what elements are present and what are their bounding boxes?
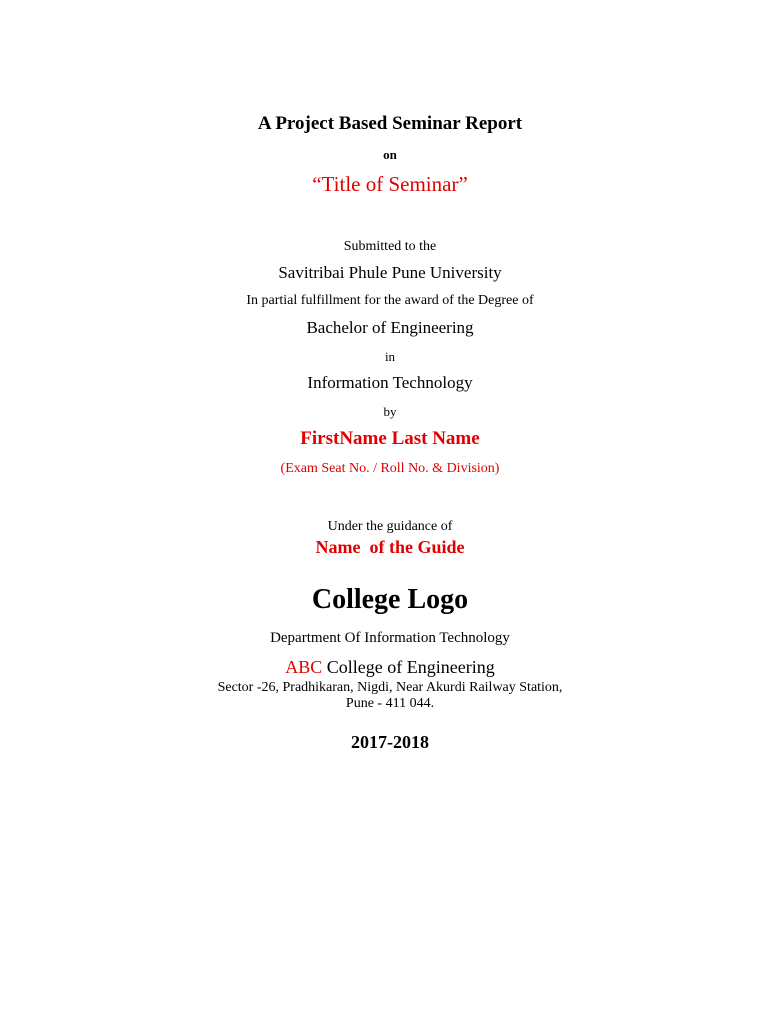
seat-info: (Exam Seat No. / Roll No. & Division) [280,461,500,476]
student-name: FirstName Last Name [300,428,480,449]
college-name-suffix: College of Engineering [322,657,495,677]
university-name: Savitribai Phule Pune University [278,263,502,282]
by-label: by [383,404,397,419]
submitted-to-label: Submitted to the [343,239,437,254]
college-name [0,657,768,678]
department-name: Department Of Information Technology [270,630,510,646]
partial-fulfillment-text: In partial fulfillment for the award of the Degree of [246,293,534,308]
report-type-heading: A Project Based Seminar Report [257,113,523,134]
college-logo-placeholder: College Logo [311,584,469,615]
academic-year: 2017-2018 [351,732,429,752]
guidance-label: Under the guidance of [327,519,453,534]
college-name-prefix: ABC [285,657,323,677]
in-label: in [384,349,396,364]
seminar-title: “Title of Seminar” [312,172,468,196]
on-label: on [383,147,397,162]
address-line-2: Pune - 411 044. [345,696,435,711]
address-line-1: Sector -26, Pradhikaran, Nigdi, Near Akurdi Railway Station, [217,680,563,695]
branch-name: Information Technology [307,373,473,392]
guide-name: Name of the Guide [315,537,465,557]
degree-name: Bachelor of Engineering [306,318,474,337]
